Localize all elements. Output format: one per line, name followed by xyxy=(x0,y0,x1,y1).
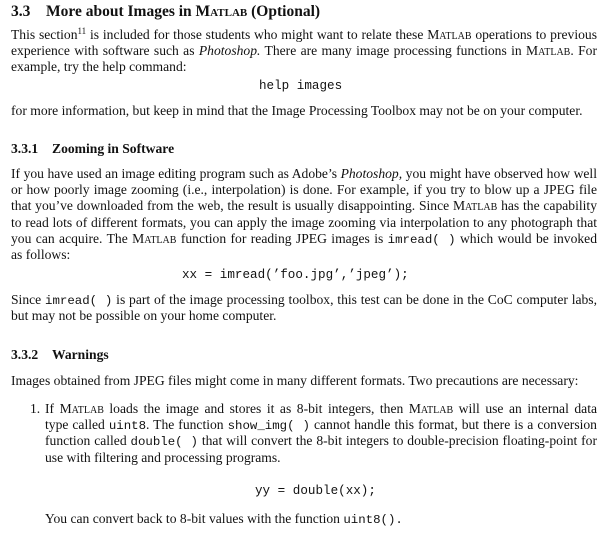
zoom-text: you might have observed how well xyxy=(402,166,597,181)
zooming-paragraph-2 xyxy=(11,292,597,324)
list-item xyxy=(45,401,597,466)
zoom-line-2: or how poorly image zooming (i.e., interpolation) is done. For example, if you try to blow up a JPEG file xyxy=(11,182,597,198)
zoom-text: which would be invoked xyxy=(455,230,597,246)
item-text: If xyxy=(45,401,60,416)
zoom-text: If you have used an image editing program such as Adobe’s xyxy=(11,166,341,181)
item-text: function called xyxy=(45,433,131,449)
inline-code: imread( ) xyxy=(387,232,456,247)
item-text: that will convert the 8-bit integers to double-precision floating-point for xyxy=(197,433,597,449)
zoom-line-1 xyxy=(11,166,597,182)
zoom-text: function for reading JPEG images is xyxy=(176,230,388,246)
section-title-matlab: Matlab xyxy=(195,3,248,20)
matlab-name: Matlab xyxy=(452,198,498,214)
photoshop-name: Photoshop. xyxy=(198,43,261,59)
intro-paragraph xyxy=(11,27,597,76)
subsection-heading-warnings xyxy=(11,347,109,363)
after-help-line: for more information, but keep in mind that the Image Processing Toolbox may not be on your computer. xyxy=(11,103,583,118)
inline-code: double( ) xyxy=(130,435,198,450)
item-line-2 xyxy=(45,417,597,433)
list-item-after xyxy=(45,511,597,528)
warnings-intro-line: Images obtained from JPEG files might come in many different formats. Two precautions are necessary: xyxy=(11,373,579,388)
zoom-line-4: to read lots of different formats, you can apply the image zooming via interpolation to any photograph that xyxy=(11,214,597,230)
subsection-number: 3.3.2 xyxy=(11,347,39,362)
section-number: 3.3 xyxy=(11,3,31,20)
zoom-text: that you’ve downloaded from the web, the result is usually disappointing. Since xyxy=(11,198,453,214)
intro-line-3: example, try the help command: xyxy=(11,59,187,75)
photoshop-name: Photoshop, xyxy=(340,166,403,181)
intro-text: experience with software such as xyxy=(11,43,199,59)
zoom2-line-2: but may not be possible on your home computer. xyxy=(11,308,277,324)
zoom-text: you can acquire. The xyxy=(11,230,133,246)
imread-code: xx = imread(’foo.jpg’,’jpeg’); xyxy=(182,268,409,282)
zoom-text: is part of the image processing toolbox, this test can be done in the CoC computer labs, xyxy=(112,292,597,307)
zoom-line-6: as follows: xyxy=(11,246,71,262)
intro-text: There are many image processing functions in xyxy=(260,43,527,59)
subsection-title: Warnings xyxy=(52,347,109,362)
item-line-1 xyxy=(45,401,597,417)
intro-line-2 xyxy=(11,43,597,59)
item-line-4: use with filtering and processing programs. xyxy=(45,449,281,465)
double-code: yy = double(xx); xyxy=(255,484,376,498)
intro-text: is included for those students who might want to relate these xyxy=(86,27,428,42)
list-marker: 1. xyxy=(30,401,41,416)
intro-text: This section xyxy=(11,27,78,42)
section-title-post: (Optional) xyxy=(247,3,321,20)
subsection-heading-zooming xyxy=(11,141,174,157)
matlab-name: Matlab xyxy=(526,43,571,59)
matlab-name: Matlab xyxy=(132,230,177,246)
zoom-text: Since xyxy=(11,292,46,307)
zoom-text: has the capability xyxy=(497,198,597,214)
item-text: cannot handle this format, but there is a conversion xyxy=(310,417,597,433)
warnings-intro xyxy=(11,373,597,389)
item-line-3 xyxy=(45,433,597,449)
item-text: . The function xyxy=(146,417,228,433)
subsection-title: Zooming in Software xyxy=(52,141,175,156)
zoom-line-3 xyxy=(11,198,597,214)
item-text: type called xyxy=(45,417,109,433)
after-help-paragraph xyxy=(11,103,597,119)
intro-text: . For xyxy=(570,43,597,59)
matlab-name: Matlab xyxy=(59,401,104,416)
matlab-name: Matlab xyxy=(408,401,454,416)
item-after-line xyxy=(45,511,597,528)
intro-text: operations to previous xyxy=(471,27,597,42)
inline-code: show_img( ) xyxy=(227,419,310,434)
intro-line-1 xyxy=(11,27,597,43)
subsection-number: 3.3.1 xyxy=(11,141,39,156)
zoom2-line-1 xyxy=(11,292,597,308)
zooming-paragraph xyxy=(11,166,597,263)
section-heading xyxy=(11,3,320,21)
inline-code: uint8 xyxy=(108,419,147,434)
help-code: help images xyxy=(259,79,343,93)
inline-code: uint8(). xyxy=(343,513,403,527)
section-title-pre: More about Images in xyxy=(46,3,196,20)
inline-code: imread( ) xyxy=(45,294,113,308)
item-text: You can convert back to 8-bit values with the function xyxy=(45,511,344,526)
matlab-name: Matlab xyxy=(427,27,472,42)
item-text: loads the image and stores it as 8-bit integers, then xyxy=(103,401,409,416)
item-text: will use an internal data xyxy=(453,401,597,416)
footnote-marker[interactable]: 11 xyxy=(77,27,87,36)
zoom-line-5 xyxy=(11,231,597,247)
